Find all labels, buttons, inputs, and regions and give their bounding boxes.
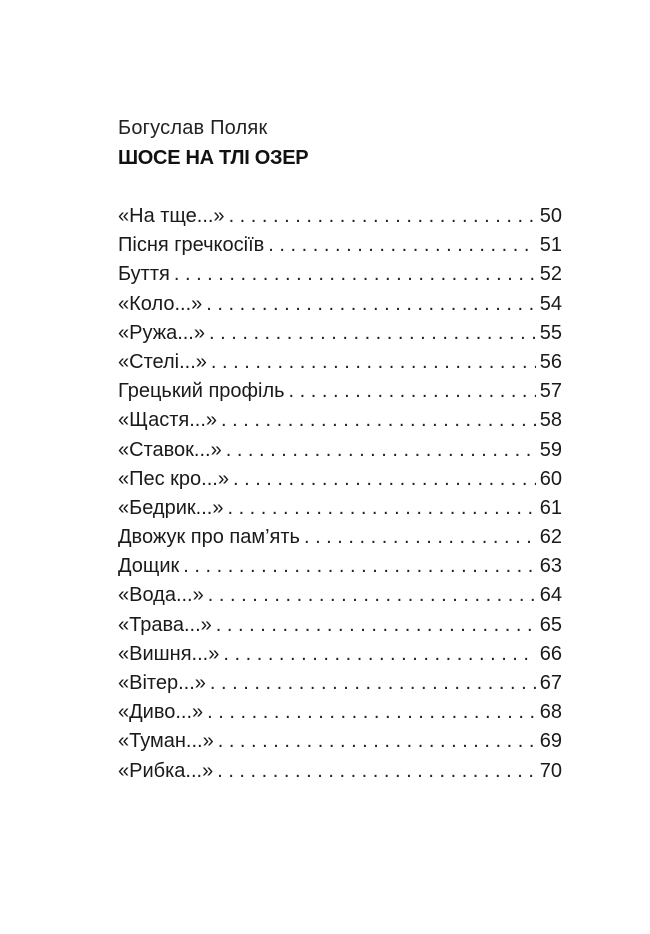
toc-entry (118, 377, 562, 406)
toc-entry-page: 51 (539, 234, 562, 257)
dot-leader (233, 465, 536, 494)
dot-leader (216, 611, 536, 640)
toc-entry (118, 465, 562, 494)
toc-entry-title: «Рибка...» (118, 759, 214, 782)
toc-entry (118, 757, 562, 786)
dot-leader (229, 202, 536, 231)
toc-entry (118, 202, 562, 231)
toc-entry (118, 231, 562, 260)
toc-entry-title: «Стелі...» (118, 350, 207, 373)
dot-leader (209, 319, 536, 348)
toc-entry (118, 698, 562, 727)
toc-entry-title: «Ставок...» (118, 438, 222, 461)
toc-entry (118, 727, 562, 756)
toc-entry-page: 65 (539, 613, 562, 636)
toc-entry-page: 52 (539, 263, 562, 286)
toc-entry-title: «Туман...» (118, 730, 214, 753)
toc-entry-title: «Диво...» (118, 701, 204, 724)
toc-entry-title: «Бедрик...» (118, 496, 224, 519)
dot-leader (289, 377, 536, 406)
toc-entry-title: «Трава...» (118, 613, 212, 636)
toc-entry-page: 61 (539, 496, 562, 519)
toc-entry (118, 669, 562, 698)
toc-entry-page: 55 (539, 321, 562, 344)
dot-leader (183, 552, 535, 581)
toc-entry (118, 494, 562, 523)
toc-entry-title: Пісня гречкосіїв (118, 234, 265, 257)
toc-entry-page: 63 (539, 555, 562, 578)
toc-entry-title: Грецький профіль (118, 380, 285, 403)
toc-entry (118, 348, 562, 377)
dot-leader (211, 348, 536, 377)
toc-entry-page: 54 (539, 292, 562, 315)
dot-leader (304, 523, 536, 552)
author-name: Богуслав Поляк (118, 117, 268, 139)
dot-leader (210, 669, 536, 698)
toc-entry-page: 67 (539, 672, 562, 694)
toc-entry (118, 581, 562, 610)
dot-leader (206, 290, 535, 319)
toc-entry-title: «Пес кро...» (118, 467, 229, 490)
dot-leader (226, 436, 536, 465)
toc-entry-page: 59 (539, 438, 562, 461)
toc-entry-title: «Вишня...» (118, 642, 220, 665)
toc-entry-page: 69 (539, 730, 562, 753)
dot-leader (174, 260, 536, 289)
dot-leader (217, 757, 536, 786)
toc-entry-page: 60 (539, 467, 562, 490)
toc-entry-page: 66 (539, 642, 562, 665)
toc-entry-title: «На тще...» (118, 205, 225, 227)
toc-entry-title: «Вітер...» (118, 672, 206, 694)
dot-leader (208, 581, 536, 610)
toc-entry (118, 640, 562, 669)
toc-entry-page: 68 (539, 701, 562, 724)
toc-entry-title: Дощик (118, 555, 180, 578)
toc-entry (118, 260, 562, 289)
toc-entry (118, 319, 562, 348)
toc-entry (118, 406, 562, 435)
toc-entry (118, 290, 562, 319)
dot-leader (218, 727, 536, 756)
toc-entry (118, 436, 562, 465)
dot-leader (223, 640, 535, 669)
toc-entry-title: Двожук про пам’ять (118, 526, 300, 549)
toc-entry-title: «Ружа...» (118, 321, 205, 344)
table-of-contents (118, 202, 562, 786)
dot-leader (268, 231, 535, 260)
toc-entry-title: «Щастя...» (118, 409, 218, 432)
toc-entry-page: 50 (539, 205, 562, 227)
dot-leader (221, 406, 536, 435)
section-header (118, 114, 568, 172)
toc-entry-title: Буття (118, 263, 170, 286)
toc-entry-page: 58 (539, 409, 562, 432)
toc-entry (118, 523, 562, 552)
section-title: ШОСЕ НА ТЛІ ОЗЕР (118, 147, 309, 169)
toc-entry-page: 64 (539, 584, 562, 607)
dot-leader (227, 494, 535, 523)
toc-entry (118, 552, 562, 581)
toc-entry-page: 57 (539, 380, 562, 403)
dot-leader (207, 698, 536, 727)
toc-entry-page: 70 (539, 759, 562, 782)
toc-entry-title: «Коло...» (118, 292, 203, 315)
toc-entry-page: 62 (539, 526, 562, 549)
toc-entry-page: 56 (539, 350, 562, 373)
toc-entry-title: «Вода...» (118, 584, 204, 607)
toc-entry (118, 611, 562, 640)
